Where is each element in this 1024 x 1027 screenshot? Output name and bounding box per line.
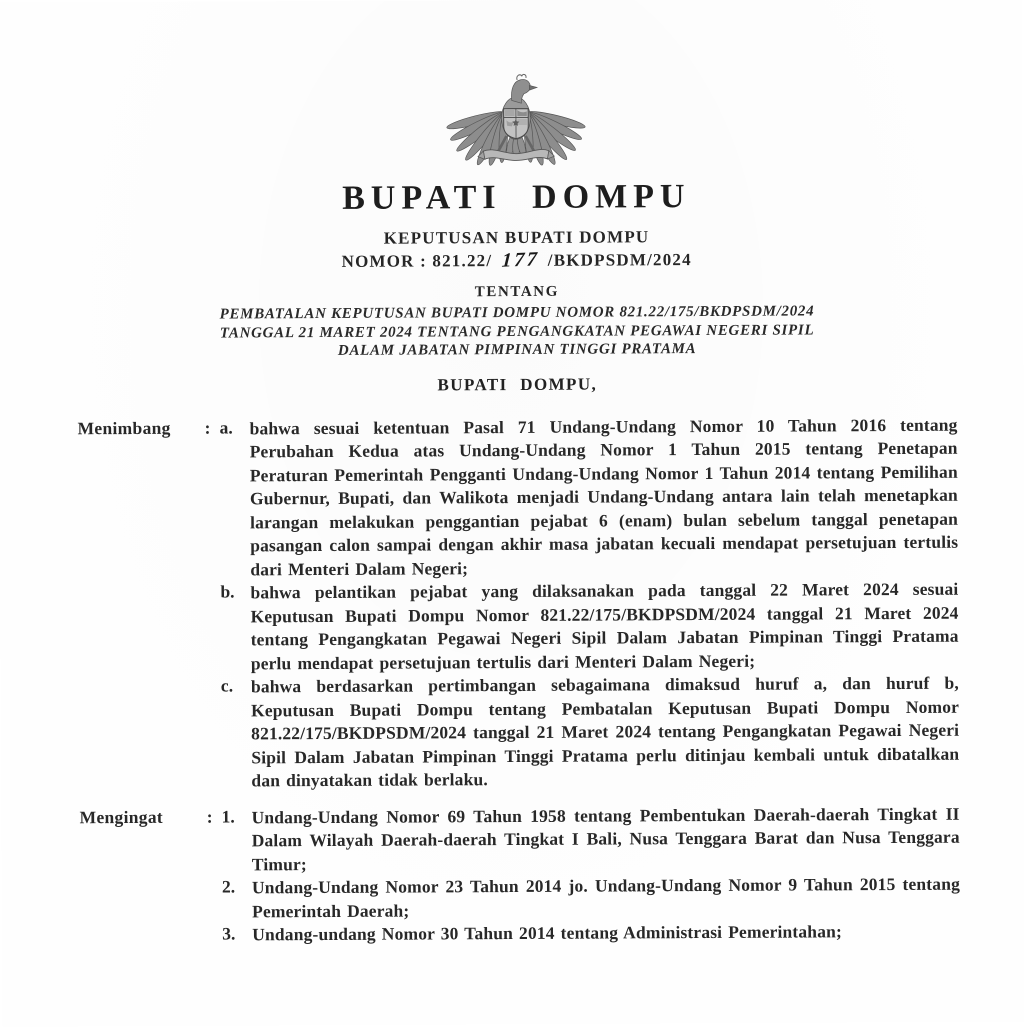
item-marker: 3.: [222, 923, 252, 944]
mengingat-colon: :: [198, 806, 222, 827]
menimbang-item-a: [219, 413, 958, 581]
decree-number-line: [77, 246, 957, 276]
subject-line-3: DALAM JABATAN PIMPINAN TINGGI PRATAMA: [77, 339, 957, 362]
subject-line-2: TANGGAL 21 MARET 2024 TENTANG PENGANGKATAN PEGAWAI NEGERI SIPIL: [77, 320, 957, 343]
item-marker: 2.: [222, 876, 252, 897]
item-text: bahwa pelantikan pejabat yang dilaksanakan pada tanggal 22 Maret 2024 sesuai Keputusan Bupati Dompu Nomor 821.22/175/BKDPSDM/2024 tanggal 21 Maret 2024 tentang Pengangkatan Pegawai Negeri Sipil Dalam Jabatan Pimpinan Tinggi Pratama perlu mendapat persetujuan tertulis dari Menteri Dalam Negeri;: [250, 578, 958, 676]
salutation: BUPATI DOMPU,: [77, 372, 957, 397]
item-marker: a.: [219, 417, 249, 438]
item-text: bahwa berdasarkan pertimbangan sebagaimana dimaksud huruf a, dan huruf b, Keputusan Bupati Dompu tentang Pembatalan Keputusan Bupati Dompu Nomor 821.22/175/BKDPSDM/2024 tanggal 21 Maret 2024 tentang Pengangkatan Pegawai Negeri Sipil Dalam Jabatan Pimpinan Tinggi Pratama perlu ditinjau kembali untuk dibatalkan dan dinyatakan tidak berlaku.: [251, 672, 960, 793]
item-text: bahwa sesuai ketentuan Pasal 71 Undang-Undang Nomor 10 Tahun 2016 tentang Perubahan Kedua atas Undang-Undang Nomor 1 Tahun 2015 tentang Penetapan Peraturan Pemerintah Pengganti Undang-Undang Nomor 1 Tahun 2014 tentang Pemilihan Gubernur, Bupati, dan Walikota menjadi Undang-Undang antara lain telah menetapkan larangan melakukan penggantian pejabat 6 (enam) bulan sebelum tanggal penetapan pasangan calon sampai dengan akhir masa jabatan kecuali mendapat persetujuan tertulis dari Menteri Dalam Negeri;: [249, 413, 958, 581]
menimbang-section: [78, 413, 960, 794]
menimbang-item-b: [220, 578, 958, 676]
document-header: [76, 44, 958, 397]
item-text: Undang-Undang Nomor 69 Tahun 1958 tentang Pembentukan Daerah-daerah Tingkat II Dalam Wilayah Daerah-daerah Tingkat I Bali, Nusa Tenggara Barat dan Nusa Tenggara Timur;: [252, 802, 960, 876]
item-text: Undang-Undang Nomor 23 Tahun 2014 jo. Undang-Undang Nomor 9 Tahun 2015 tentang Pemerintah Daerah;: [252, 873, 960, 924]
mengingat-section: [80, 802, 961, 948]
mengingat-label: Mengingat: [80, 806, 198, 828]
mengingat-item-3: [222, 920, 960, 947]
decree-number-suffix: /BKDPSDM/2024: [548, 250, 692, 270]
item-text: Undang-undang Nomor 30 Tahun 2014 tentang Administrasi Pemerintahan;: [252, 920, 960, 947]
decree-subject: [77, 302, 957, 362]
item-marker: b.: [220, 581, 250, 602]
decree-number-prefix: NOMOR : 821.22/: [342, 251, 493, 271]
decree-subtitle: KEPUTUSAN BUPATI DOMPU: [77, 225, 957, 251]
menimbang-colon: :: [195, 417, 219, 438]
decree-body: [78, 413, 961, 948]
tentang-label: TENTANG: [77, 282, 957, 304]
mengingat-item-1: [222, 802, 960, 876]
mengingat-item-2: [222, 873, 960, 924]
page-title: BUPATI DOMPU: [76, 177, 956, 220]
menimbang-label: Menimbang: [78, 417, 196, 439]
subject-line-1: PEMBATALAN KEPUTUSAN BUPATI DOMPU NOMOR 821.22/175/BKDPSDM/2024: [77, 302, 957, 325]
garuda-pancasila-emblem-icon: [441, 46, 592, 176]
decree-number-handwritten: 177: [491, 247, 548, 274]
item-marker: c.: [221, 675, 251, 696]
item-marker: 1.: [222, 806, 252, 827]
menimbang-item-c: [221, 672, 960, 793]
